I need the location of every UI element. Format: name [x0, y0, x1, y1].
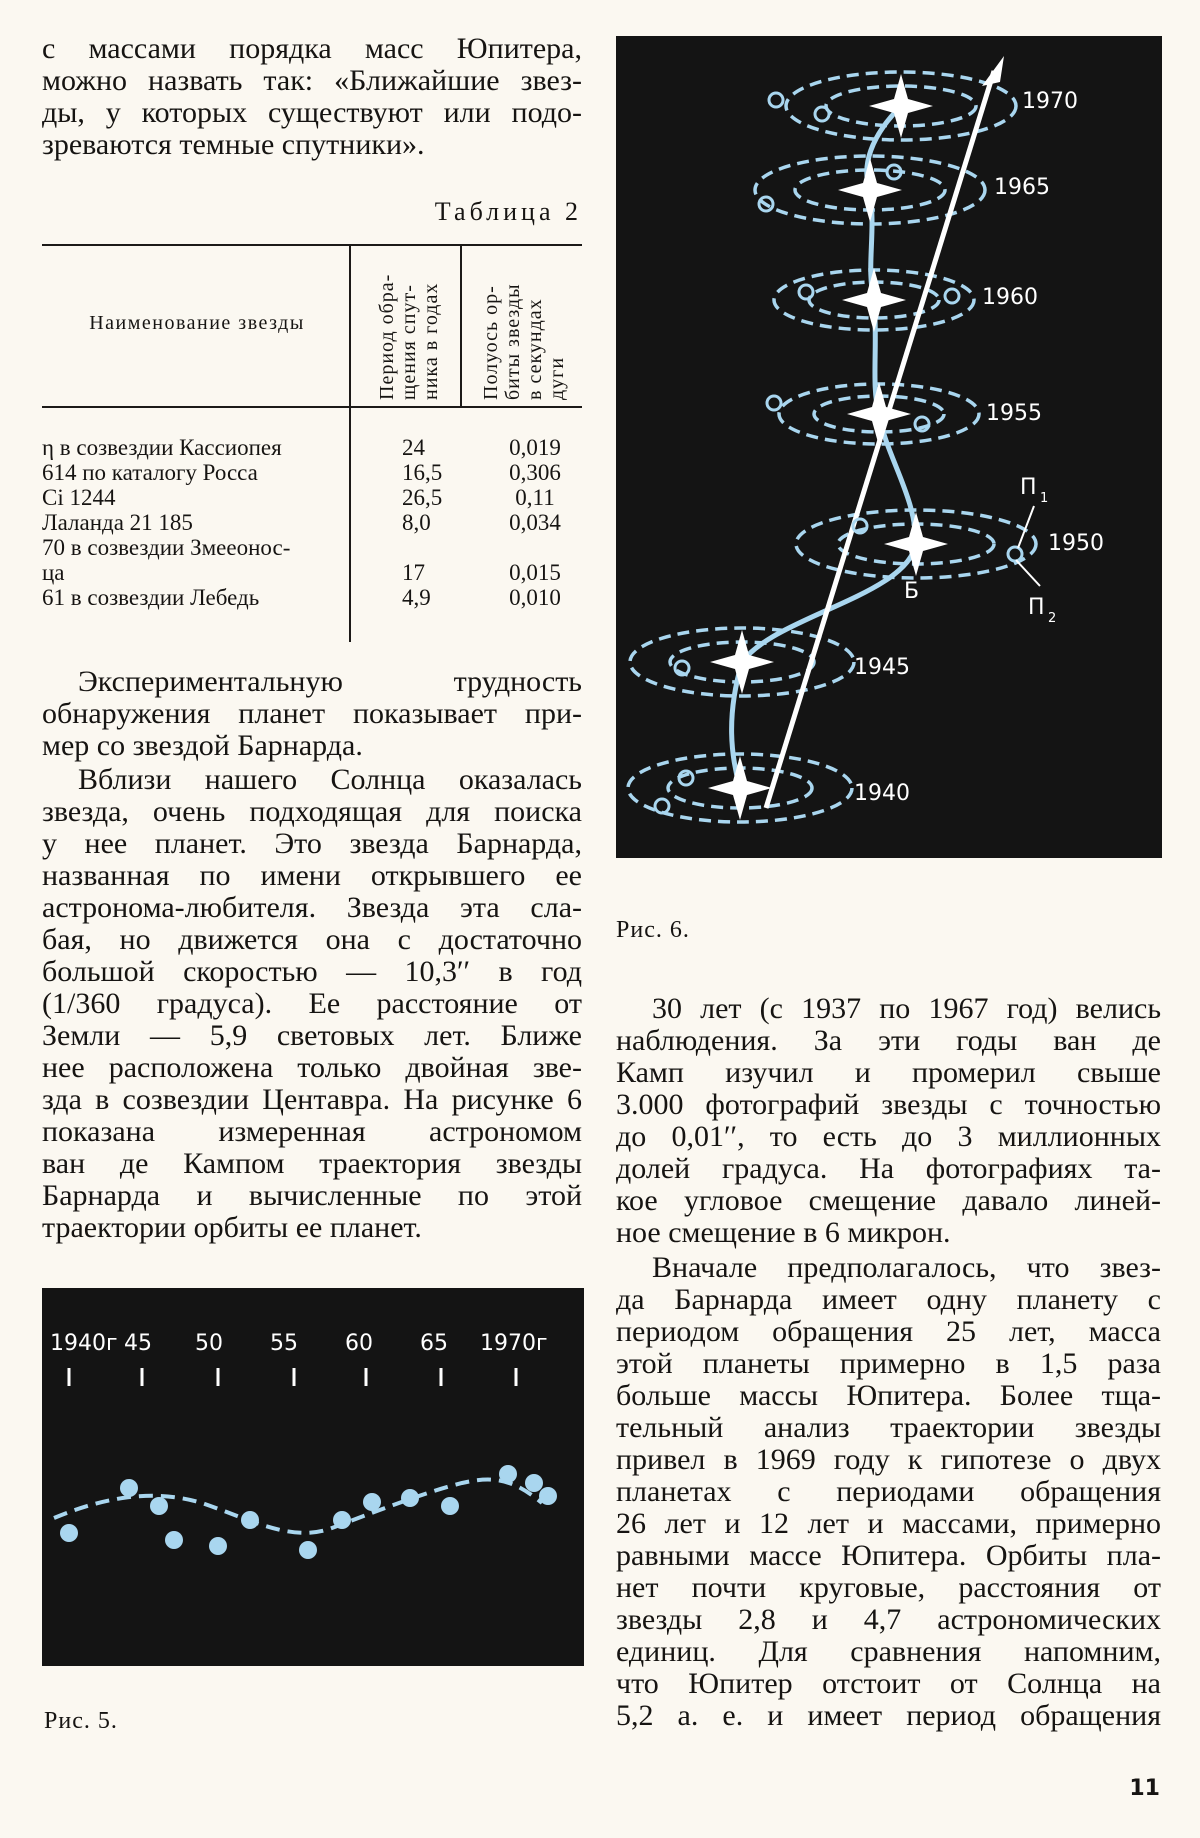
intro-paragraph	[42, 33, 582, 161]
table-header-rule	[42, 406, 582, 408]
text-line: ды, у которых существуют или подо-	[42, 96, 582, 129]
observation-point	[165, 1531, 183, 1549]
fig5-year-label: 60	[345, 1331, 373, 1356]
text-line: Вблизи нашего Солнца оказалась	[78, 763, 582, 796]
label-star-b: Б	[904, 579, 920, 604]
paragraph-barnard	[42, 796, 582, 1244]
paragraph-experimental-cont	[42, 698, 582, 762]
header-star-name: Наименование звезды	[89, 312, 305, 334]
fig6-year-label: 1955	[986, 401, 1042, 426]
page-number: 11	[1129, 1776, 1160, 1801]
figure-5-drawing	[42, 1288, 584, 1666]
table-title: Таблица 2	[434, 197, 582, 226]
label-planet-1-sub: 1	[1040, 491, 1049, 506]
star-icon	[869, 74, 933, 138]
observation-point	[60, 1524, 78, 1542]
text-line: этой планеты примерно в 1,5 раза	[616, 1347, 1161, 1380]
text-line: зда в созвездии Центавра. На рисунке 6	[42, 1083, 582, 1116]
cell-name: Ci 1244	[42, 485, 116, 510]
paragraph-barnard-first	[42, 764, 582, 796]
text-line: до 0,01′′, то есть до 3 миллионных	[616, 1120, 1161, 1153]
text-line: обнаружения планет показывает при-	[42, 697, 582, 730]
fig6-year-label: 1965	[994, 175, 1050, 200]
observation-point	[333, 1511, 351, 1529]
text-line: с массами порядка масс Юпитера,	[42, 32, 582, 65]
text-line: зреваются темные спутники».	[42, 128, 425, 161]
text-line: звезды 2,8 и 4,7 астрономических	[616, 1603, 1161, 1636]
header-line: ника в годах	[420, 282, 442, 400]
planet-marker	[769, 93, 783, 107]
fig6-year-label: 1970	[1022, 89, 1078, 114]
figure-5	[42, 1288, 584, 1666]
observation-point	[150, 1497, 168, 1515]
cell-name: 614 по каталогу Росса	[42, 460, 258, 485]
text-line: названная по имени открывшего ее	[42, 859, 582, 892]
header-line: щения спут-	[398, 284, 420, 400]
label-planet-2-sub: 2	[1048, 611, 1057, 626]
cell-semiaxis: 0,306	[509, 460, 561, 485]
text-line: Вначале предполагалось, что звез-	[652, 1251, 1161, 1284]
table-column-rule	[460, 244, 462, 406]
text-line: 5,2 а. е. и имеет период обращения	[616, 1699, 1161, 1732]
text-line: нее расположена только двойная зве-	[42, 1051, 582, 1084]
text-line: большой скоростью — 10,3′′ в год	[42, 955, 582, 988]
paragraph-hypothesis	[616, 1284, 1161, 1732]
text-line: Земли — 5,9 световых лет. Ближе	[42, 1019, 582, 1052]
fig6-year-labels	[854, 89, 1104, 806]
observation-point	[539, 1487, 557, 1505]
fig6-star-positions	[708, 74, 948, 820]
header-period	[376, 274, 442, 400]
cell-semiaxis: 0,034	[509, 510, 561, 535]
planet-marker	[799, 285, 813, 299]
cell-semiaxis: 0,019	[509, 435, 561, 460]
observation-point	[525, 1474, 543, 1492]
text-line: звезда, очень подходящая для поиска	[42, 795, 582, 828]
text-line: единиц. Для сравнения напомним,	[616, 1635, 1161, 1668]
text-line: показана измеренная астрономом	[42, 1115, 582, 1148]
label-planet-1: П	[1020, 475, 1037, 500]
cell-period: 8,0	[402, 510, 431, 535]
text-line: мер со звездой Барнарда.	[42, 729, 363, 762]
text-line: ное смещение в 6 микрон.	[616, 1216, 951, 1249]
text-line: бая, но движется она с достаточно	[42, 923, 582, 956]
header-line: Период обра-	[376, 273, 398, 400]
text-line: можно назвать так: «Ближайшие звез-	[42, 64, 582, 97]
text-line: 30 лет (с 1937 по 1967 год) велись	[652, 992, 1161, 1025]
planet-marker	[1008, 547, 1022, 561]
cell-name: η в созвездии Кассиопея	[42, 435, 282, 460]
text-line: тельный анализ траектории звезды	[616, 1411, 1161, 1444]
cell-period: 4,9	[402, 585, 431, 610]
fig6-planets	[655, 93, 1022, 813]
star-icon	[708, 756, 772, 820]
text-line: что Юпитер отстоит от Солнца на	[616, 1667, 1161, 1700]
header-line: биты звезды	[502, 283, 524, 400]
fig5-year-label: 50	[195, 1331, 223, 1356]
planet-marker	[767, 396, 781, 410]
fig5-year-label: 1970г	[480, 1331, 548, 1356]
text-line: кое угловое смещение давало линей-	[616, 1184, 1161, 1217]
planet-marker	[655, 799, 669, 813]
star-icon	[884, 512, 948, 576]
header-line: Полуось ор-	[480, 285, 502, 400]
text-line: периодом обращения 25 лет, масса	[616, 1315, 1161, 1348]
observation-point	[209, 1537, 227, 1555]
text-line: долей градуса. На фотографиях та-	[616, 1152, 1161, 1185]
fig6-year-label: 1950	[1048, 531, 1104, 556]
text-line: больше массы Юпитера. Более тща-	[616, 1379, 1161, 1412]
text-line: планетах с периодами обращения	[616, 1475, 1161, 1508]
text-line: 26 лет и 12 лет и массами, примерно	[616, 1507, 1161, 1540]
fig5-year-label: 45	[124, 1331, 152, 1356]
paragraph-experimental	[42, 666, 582, 698]
figure-6-drawing	[616, 36, 1162, 858]
text-line: у нее планет. Это звезда Барнарда,	[42, 827, 582, 860]
header-line: в секундах	[524, 298, 546, 400]
cell-name: 61 в созвездии Лебедь	[42, 585, 260, 610]
label-planet-2: П	[1028, 595, 1045, 620]
text-line: траектории орбиты ее планет.	[42, 1211, 422, 1244]
observation-point	[363, 1493, 381, 1511]
text-line: нет почти круговые, расстояния от	[616, 1571, 1161, 1604]
cell-name: Лаланда 21 185	[42, 510, 193, 535]
leader-line	[1016, 560, 1040, 586]
fig6-year-label: 1940	[854, 781, 910, 806]
text-line: ван де Кампом траектория звезды	[42, 1147, 582, 1180]
text-line: Барнарда и вычисленные по этой	[42, 1179, 582, 1212]
paragraph-observations-first	[616, 993, 1161, 1025]
cell-name: 70 в созвездии Змееонос-	[42, 535, 291, 560]
header-line: дуги	[546, 356, 568, 400]
observation-point	[401, 1489, 419, 1507]
planet-marker	[945, 289, 959, 303]
paragraph-observations	[616, 1025, 1161, 1249]
cell-semiaxis: 0,015	[509, 560, 561, 585]
observation-point	[299, 1541, 317, 1559]
cell-period: 26,5	[402, 485, 443, 510]
observation-point	[241, 1511, 259, 1529]
star-icon	[842, 268, 906, 332]
fig5-year-label: 65	[420, 1331, 448, 1356]
text-line: Камп изучил и промерил свыше	[616, 1056, 1161, 1089]
cell-period: 17	[402, 560, 425, 585]
table-column-rule	[349, 244, 351, 642]
star-table	[42, 244, 582, 644]
figure-6-caption: Рис. 6.	[616, 917, 690, 943]
observation-point	[441, 1497, 459, 1515]
figure-5-caption: Рис. 5.	[44, 1708, 118, 1734]
paragraph-hypothesis-first	[616, 1252, 1161, 1284]
fig5-tick-marks	[69, 1368, 516, 1386]
fig5-year-label: 1940г	[50, 1331, 118, 1356]
star-icon	[847, 382, 911, 446]
text-line: да Барнарда имеет одну планету с	[616, 1283, 1161, 1316]
text-line: (1/360 градуса). Ее расстояние от	[42, 987, 582, 1020]
fig6-year-label: 1945	[854, 655, 910, 680]
observation-point	[499, 1465, 517, 1483]
cell-name: ца	[42, 560, 65, 585]
fig6-orbits	[628, 72, 1036, 822]
text-line: равными массе Юпитера. Орбиты пла-	[616, 1539, 1161, 1572]
cell-period: 16,5	[402, 460, 443, 485]
cell-period: 24	[402, 435, 425, 460]
text-line: привел в 1969 году к гипотезе о двух	[616, 1443, 1161, 1476]
planet-marker	[815, 107, 829, 121]
figure-6	[616, 36, 1162, 858]
header-semiaxis	[480, 283, 568, 400]
cell-semiaxis: 0,010	[509, 585, 561, 610]
text-line: наблюдения. За эти годы ван де	[616, 1024, 1161, 1057]
observation-point	[120, 1479, 138, 1497]
cell-semiaxis: 0,11	[515, 485, 555, 510]
text-line: 3.000 фотографий звезды с точностью	[616, 1088, 1161, 1121]
fig6-year-label: 1960	[982, 285, 1038, 310]
fig5-year-label: 55	[270, 1331, 298, 1356]
table-top-rule	[42, 244, 582, 246]
text-line: астронома-любителя. Звезда эта сла-	[42, 891, 582, 924]
text-line: Экспериментальную трудность	[78, 665, 582, 698]
star-icon	[838, 158, 902, 222]
